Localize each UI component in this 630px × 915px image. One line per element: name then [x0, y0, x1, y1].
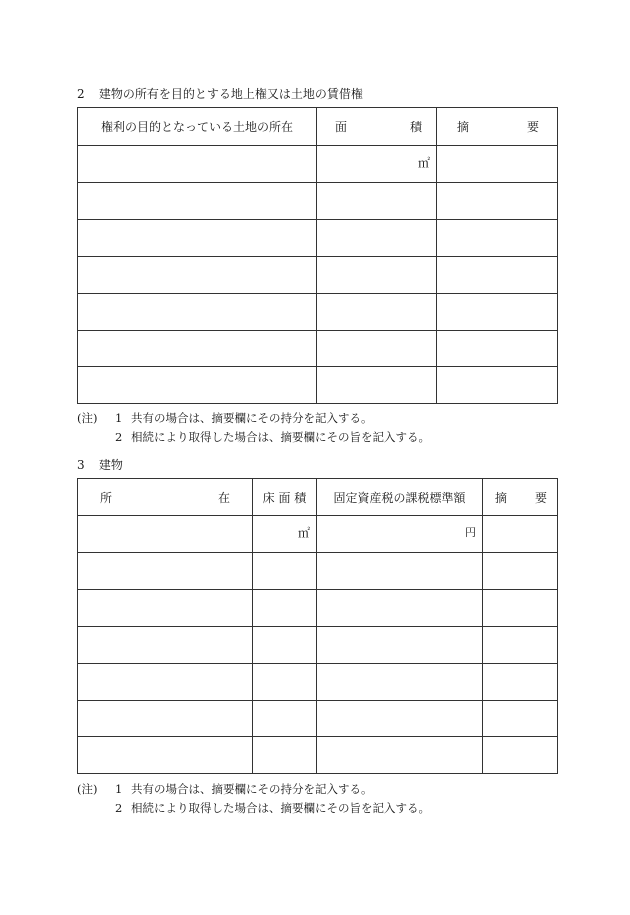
assessed-value-cell[interactable]: [317, 590, 483, 627]
col-header-land-location: 権利の目的となっている土地の所在: [78, 108, 317, 146]
table-row: [78, 183, 558, 220]
remarks-cell[interactable]: [483, 590, 558, 627]
col-header-area: 面 積: [317, 108, 437, 146]
col-header-remarks: 摘 要: [483, 479, 558, 516]
table-row: [78, 257, 558, 294]
assessed-value-cell[interactable]: [317, 627, 483, 664]
remarks-cell[interactable]: [437, 367, 558, 404]
land-rights-table: [77, 107, 558, 404]
table-row: [78, 737, 558, 774]
land-location-cell[interactable]: [78, 146, 317, 183]
remarks-cell[interactable]: [437, 294, 558, 331]
floor-area-cell[interactable]: [253, 737, 317, 774]
assessed-value-cell[interactable]: [317, 737, 483, 774]
section2-note-1: (注) 1 共有の場合は、摘要欄にその持分を記入する。: [77, 411, 373, 425]
table-header-row: [78, 108, 558, 146]
table-header-row: [78, 479, 558, 516]
table-row: [78, 516, 558, 553]
land-location-cell[interactable]: [78, 220, 317, 257]
floor-area-cell[interactable]: [253, 664, 317, 701]
table-row: [78, 367, 558, 404]
area-cell[interactable]: [317, 331, 437, 367]
area-cell[interactable]: [317, 294, 437, 331]
section3-title: 建物: [98, 458, 123, 472]
section3-number: 3: [77, 458, 85, 472]
assessed-value-cell[interactable]: [317, 701, 483, 737]
location-cell[interactable]: [78, 516, 253, 553]
land-location-cell[interactable]: [78, 367, 317, 404]
section2-number: 2: [77, 87, 85, 101]
remarks-cell[interactable]: [437, 220, 558, 257]
table-row: [78, 627, 558, 664]
assessed-value-cell[interactable]: [317, 516, 483, 553]
floor-area-cell[interactable]: [253, 701, 317, 737]
remarks-cell[interactable]: [483, 701, 558, 737]
area-cell[interactable]: [317, 183, 437, 220]
section2-heading: [77, 85, 363, 102]
land-location-cell[interactable]: [78, 294, 317, 331]
unit-sqm: ㎡: [297, 526, 310, 540]
table-row: [78, 553, 558, 590]
land-location-cell[interactable]: [78, 331, 317, 367]
remarks-cell[interactable]: [437, 183, 558, 220]
location-cell[interactable]: [78, 664, 253, 701]
location-cell[interactable]: [78, 590, 253, 627]
area-cell[interactable]: [317, 220, 437, 257]
remarks-cell[interactable]: [437, 146, 558, 183]
area-cell[interactable]: [317, 367, 437, 404]
land-location-cell[interactable]: [78, 257, 317, 294]
note-mark: (注): [77, 411, 98, 425]
note-mark: (注): [77, 782, 98, 796]
floor-area-cell[interactable]: [253, 553, 317, 590]
location-cell[interactable]: [78, 627, 253, 664]
unit-sqm: ㎡: [417, 156, 430, 170]
area-cell[interactable]: [317, 146, 437, 183]
section2-title: 建物の所有を目的とする地上権又は土地の賃借権: [98, 87, 363, 101]
area-cell[interactable]: [317, 257, 437, 294]
remarks-cell[interactable]: [483, 553, 558, 590]
remarks-cell[interactable]: [483, 627, 558, 664]
remarks-cell[interactable]: [437, 257, 558, 294]
location-cell[interactable]: [78, 737, 253, 774]
floor-area-cell[interactable]: [253, 516, 317, 553]
building-table: [77, 478, 558, 774]
col-header-location: 所 在: [78, 479, 253, 516]
remarks-cell[interactable]: [483, 664, 558, 701]
assessed-value-cell[interactable]: [317, 664, 483, 701]
remarks-cell[interactable]: [483, 737, 558, 774]
section3-heading: [77, 456, 123, 473]
section3-note-1: (注) 1 共有の場合は、摘要欄にその持分を記入する。: [77, 782, 373, 796]
floor-area-cell[interactable]: [253, 590, 317, 627]
table-row: [78, 146, 558, 183]
table-row: [78, 701, 558, 737]
location-cell[interactable]: [78, 701, 253, 737]
assessed-value-cell[interactable]: [317, 553, 483, 590]
unit-yen: 円: [465, 526, 476, 539]
table-row: [78, 294, 558, 331]
table-row: [78, 590, 558, 627]
table-row: [78, 331, 558, 367]
section3-note-2: 2 相続により取得した場合は、摘要欄にその旨を記入する。: [115, 801, 430, 815]
land-location-cell[interactable]: [78, 183, 317, 220]
remarks-cell[interactable]: [437, 331, 558, 367]
section2-note-2: 2 相続により取得した場合は、摘要欄にその旨を記入する。: [115, 430, 430, 444]
col-header-assessed-value: 固定資産税の課税標準額: [317, 479, 483, 516]
floor-area-cell[interactable]: [253, 627, 317, 664]
col-header-remarks: 摘 要: [437, 108, 558, 146]
col-header-floor-area: 床 面 積: [253, 479, 317, 516]
location-cell[interactable]: [78, 553, 253, 590]
table-row: [78, 220, 558, 257]
table-row: [78, 664, 558, 701]
remarks-cell[interactable]: [483, 516, 558, 553]
